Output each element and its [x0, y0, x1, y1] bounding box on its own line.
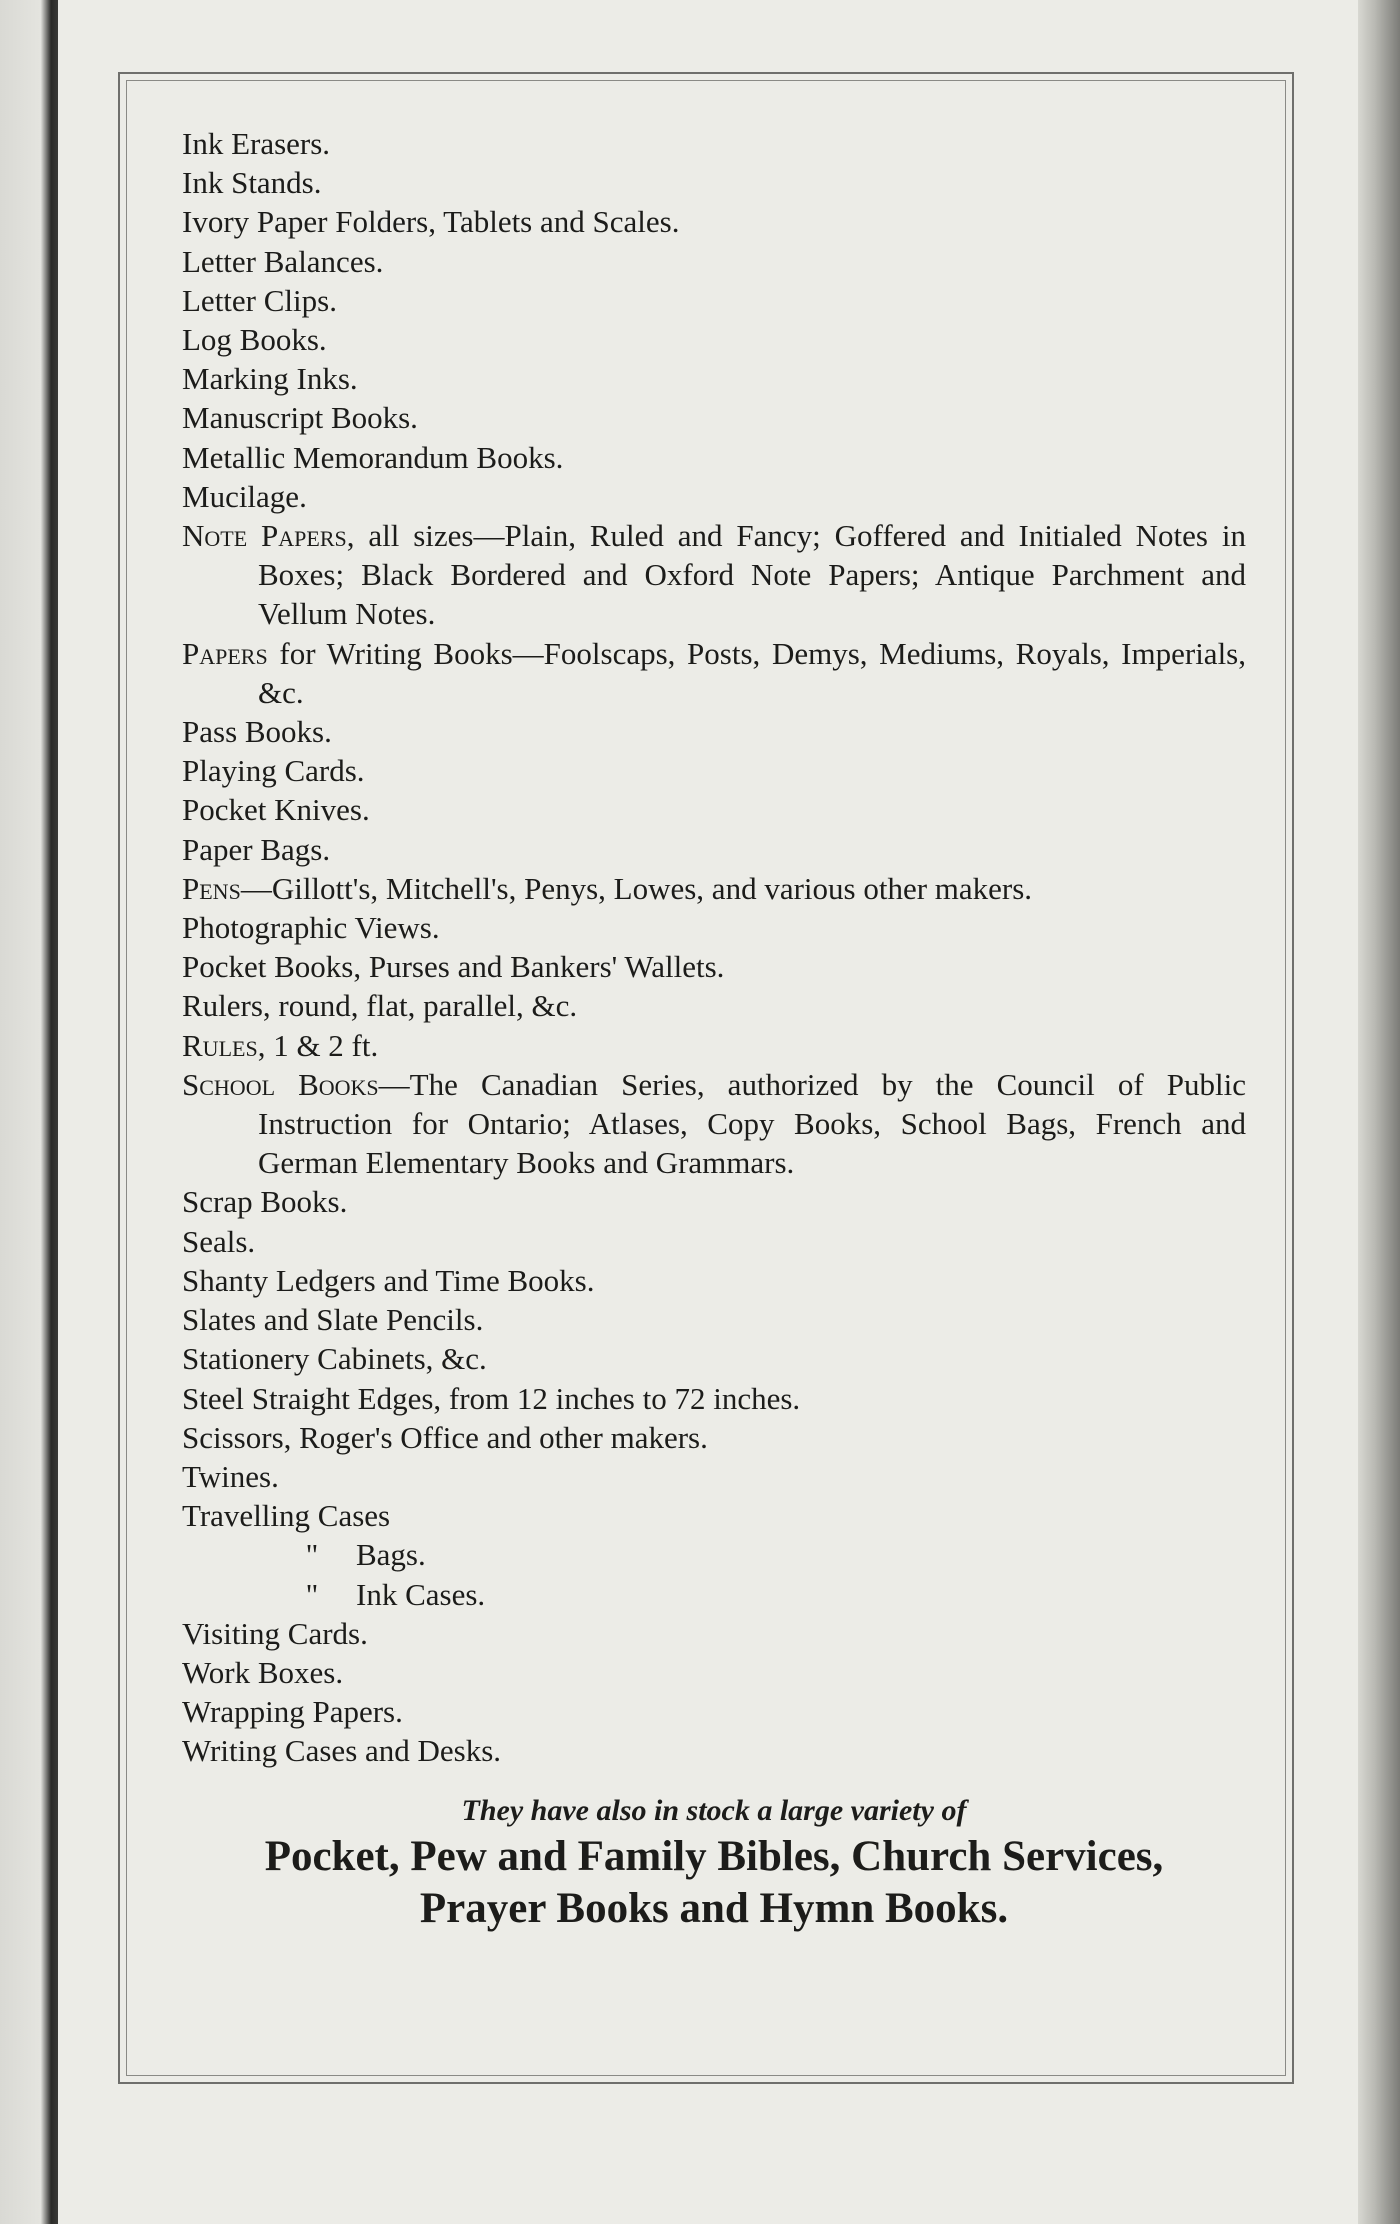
list-item: Twines. [182, 1458, 279, 1494]
list-item: Rulers, round, flat, parallel, &c. [182, 988, 578, 1024]
bibles-line-2: Prayer Books and Hymn Books. [419, 1884, 1009, 1932]
list-item: Manuscript Books. [182, 400, 418, 436]
list-item: Writing Cases and Desks. [182, 1733, 502, 1769]
list-item: Marking Inks. [182, 361, 358, 397]
list-item: Pocket Knives. [182, 792, 370, 828]
entry-text: for Writing Books—Foolscaps, Posts, Demys, Mediums, Royals, Imperials, &c. [258, 635, 1246, 710]
stationery-list [182, 124, 1246, 1935]
list-item: Mucilage. [182, 478, 307, 514]
entry-heading: School Books [182, 1066, 379, 1102]
travelling-subitem [182, 1575, 1246, 1614]
list-item: Seals. [182, 1223, 256, 1259]
entry-text: , all sizes—Plain, Ruled and Fancy; Goffered and Initialed Notes in Boxes; Black Bordered and Oxford Note Papers; Antique Parchment and Vellum Notes. [258, 518, 1246, 632]
list-item: Log Books. [182, 322, 327, 358]
list-item: Pass Books. [182, 714, 332, 750]
list-item: Scissors, Roger's Office and other makers. [182, 1419, 708, 1455]
list-item: Steel Straight Edges, from 12 inches to 72 inches. [182, 1380, 801, 1416]
adjacent-page-edge [0, 0, 58, 2224]
ditto-mark: " [305, 1537, 319, 1573]
page-edge-shadow [1358, 0, 1400, 2224]
page-layer [58, 0, 1358, 2224]
list-item: Ink Erasers. [182, 126, 331, 161]
entry-text: —The Canadian Series, authorized by the Council of Public Instruction for Ontario; Atlases, Copy Books, School Bags, French and German Elementary Books and Grammars. [258, 1066, 1246, 1181]
list-item: Scrap Books. [182, 1184, 348, 1220]
papers-entry [182, 634, 1246, 712]
list-item: Pocket Books, Purses and Bankers' Wallets. [182, 949, 725, 985]
list-item: Ink Stands. [182, 165, 322, 201]
list-item: Travelling Cases [182, 1498, 391, 1534]
list-item: Work Boxes. [182, 1654, 344, 1690]
stock-note: They have also in stock a large variety of [461, 1793, 967, 1827]
list-item: Paper Bags. [182, 831, 331, 867]
pens-entry [182, 869, 1246, 908]
entry-heading: Note Papers [182, 518, 347, 554]
school-books-entry [182, 1065, 1246, 1183]
list-item: Metallic Memorandum Books. [182, 439, 564, 475]
list-item: Playing Cards. [182, 753, 365, 789]
list-item: Stationery Cabinets, &c. [182, 1341, 487, 1377]
list-item: Wrapping Papers. [182, 1694, 403, 1730]
entry-text: —Gillott's, Mitchell's, Penys, Lowes, and various other makers. [240, 870, 1033, 906]
subitem-label: Ink Cases. [356, 1576, 486, 1612]
entry-heading: Rules [182, 1027, 258, 1063]
list-item: Ivory Paper Folders, Tablets and Scales. [182, 204, 680, 240]
list-item: Visiting Cards. [182, 1615, 368, 1651]
list-item: Letter Balances. [182, 243, 384, 279]
note-papers-entry [182, 516, 1246, 634]
travelling-subitem [182, 1535, 1246, 1574]
subitem-label: Bags. [356, 1537, 426, 1573]
rules-entry [182, 1026, 1246, 1065]
entry-heading: Pens [182, 870, 241, 906]
entry-heading: Papers [182, 635, 268, 671]
list-item: Slates and Slate Pencils. [182, 1302, 484, 1338]
ditto-mark: " [305, 1576, 319, 1612]
list-item: Shanty Ledgers and Time Books. [182, 1262, 595, 1298]
entry-text: , 1 & 2 ft. [257, 1027, 379, 1063]
list-item: Photographic Views. [182, 910, 440, 946]
bibles-line-1: Pocket, Pew and Family Bibles, Church Services, [264, 1832, 1164, 1880]
list-item: Letter Clips. [182, 282, 337, 318]
